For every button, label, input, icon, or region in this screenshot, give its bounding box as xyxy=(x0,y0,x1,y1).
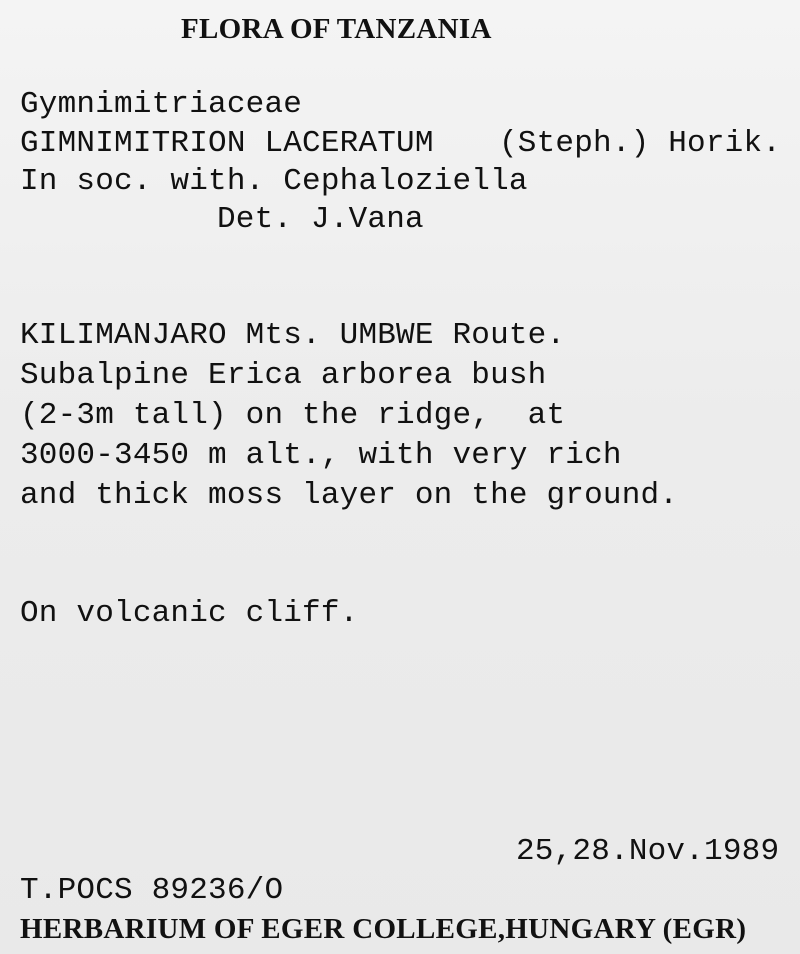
substrate-note: On volcanic cliff. xyxy=(20,596,359,631)
association-note: In soc. with. Cephaloziella xyxy=(20,164,528,199)
collector-number: T.POCS 89236/O xyxy=(20,873,284,908)
determiner: Det. J.Vana xyxy=(217,202,424,237)
species-name: GIMNIMITRION LACERATUM xyxy=(20,126,434,161)
locality-line: KILIMANJARO Mts. UMBWE Route. xyxy=(20,318,566,353)
locality-line: and thick moss layer on the ground. xyxy=(20,478,679,513)
family-name: Gymnimitriaceae xyxy=(20,87,303,122)
locality-line: (2-3m tall) on the ridge, at xyxy=(20,398,566,433)
collection-date: 25,28.Nov.1989 xyxy=(516,834,780,869)
species-authority: (Steph.) Horik. xyxy=(499,126,782,161)
locality-line: Subalpine Erica arborea bush xyxy=(20,358,547,393)
label-title: FLORA OF TANZANIA xyxy=(181,13,492,45)
locality-line: 3000-3450 m alt., with very rich xyxy=(20,438,622,473)
herbarium-name: HERBARIUM OF EGER COLLEGE,HUNGARY (EGR) xyxy=(20,913,747,945)
